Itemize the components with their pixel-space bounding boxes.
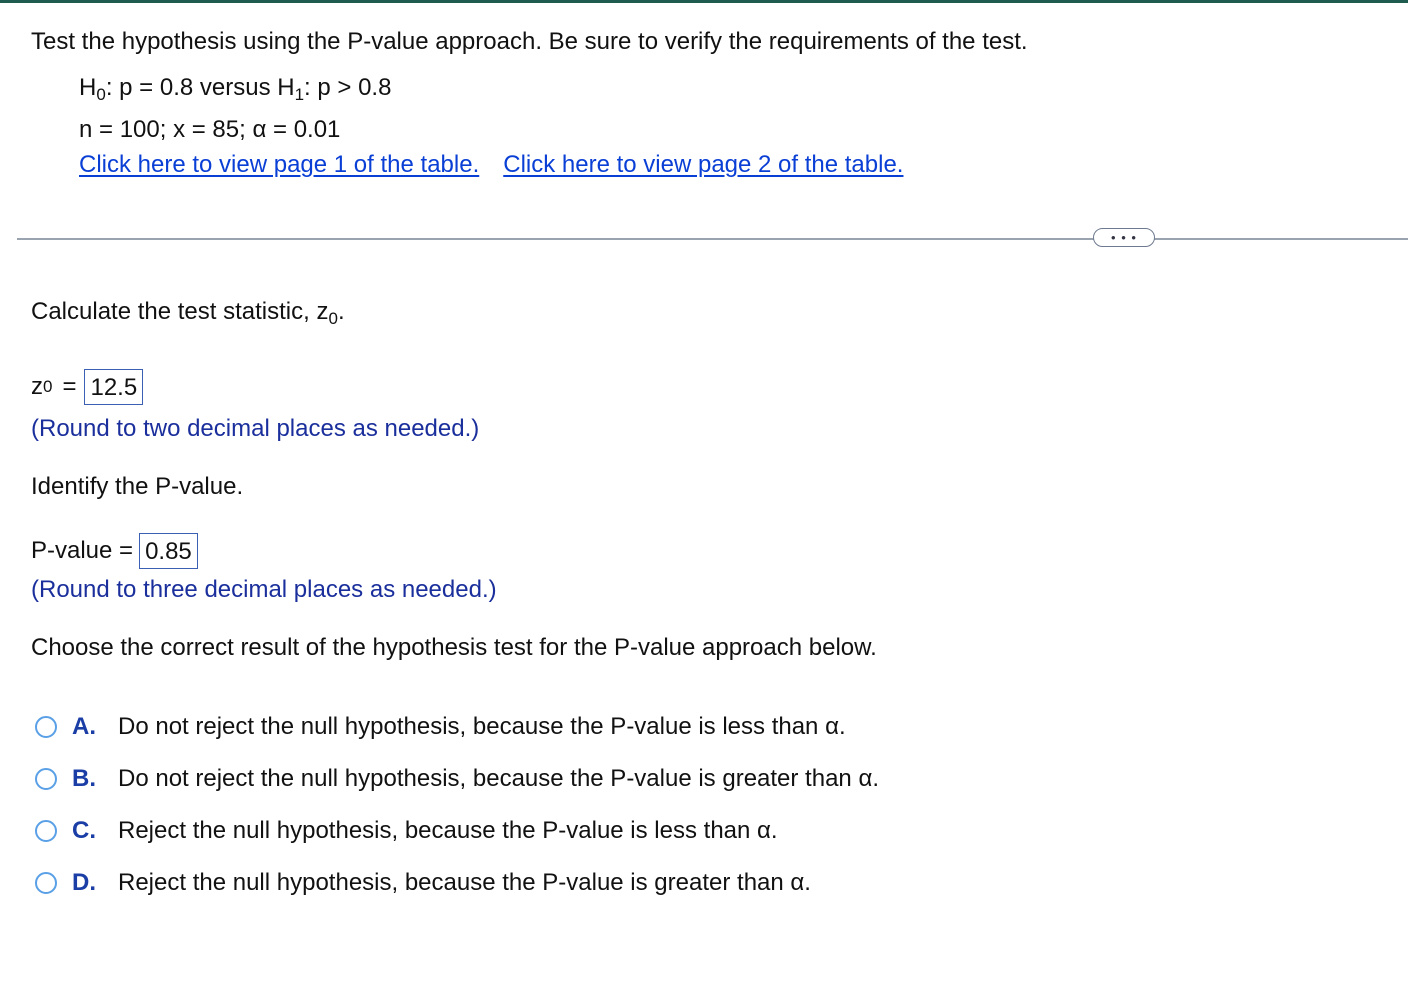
option-a-text: Do not reject the null hypothesis, because the P-value is less than α.	[118, 713, 846, 740]
section-divider	[17, 238, 1408, 240]
more-options-button[interactable]: • • •	[1093, 228, 1155, 247]
option-d-text: Reject the null hypothesis, because the P-value is greater than α.	[118, 869, 811, 896]
option-d-letter: D.	[72, 869, 96, 896]
radio-b-icon[interactable]	[35, 768, 57, 790]
option-b-letter: B.	[72, 765, 96, 792]
question-intro: Test the hypothesis using the P-value approach. Be sure to verify the requirements of the test.	[31, 28, 1028, 55]
h1-subscript: 1	[294, 85, 305, 104]
h0-rest: : p = 0.8 versus	[105, 74, 278, 101]
pvalue-answer-field[interactable]: 0.85	[139, 533, 198, 569]
radio-c-icon[interactable]	[35, 820, 57, 842]
pvalue-prompt: Identify the P-value.	[31, 473, 244, 500]
pvalue-label: P-value =	[31, 537, 134, 564]
option-d[interactable]	[35, 868, 811, 898]
statistic-prompt-end: .	[337, 298, 345, 325]
radio-d-icon[interactable]	[35, 872, 57, 894]
statistic-prompt	[31, 297, 345, 327]
z-label: z	[31, 373, 43, 400]
statistic-hint: (Round to two decimal places as needed.)	[31, 415, 480, 442]
top-border	[0, 0, 1408, 3]
table-page-1-link[interactable]: Click here to view page 1 of the table.	[79, 151, 480, 178]
z-equals: =	[62, 373, 77, 400]
option-a[interactable]	[35, 712, 846, 742]
sample-parameters: n = 100; x = 85; α = 0.01	[79, 116, 341, 143]
option-b-text: Do not reject the null hypothesis, because the P-value is greater than α.	[118, 765, 879, 792]
statistic-prompt-subscript: 0	[328, 309, 338, 328]
h1-rest: : p > 0.8	[304, 74, 392, 101]
h0-subscript: 0	[96, 85, 106, 104]
hypotheses	[79, 73, 391, 103]
h1-prefix: H	[277, 74, 295, 101]
option-c-text: Reject the null hypothesis, because the P-value is less than α.	[118, 817, 778, 844]
option-a-letter: A.	[72, 713, 96, 740]
statistic-prompt-text: Calculate the test statistic, z	[31, 298, 329, 325]
pvalue-hint: (Round to three decimal places as needed.)	[31, 576, 497, 603]
radio-a-icon[interactable]	[35, 716, 57, 738]
statistic-answer-row: z 0 = 12.5	[31, 369, 143, 405]
result-prompt: Choose the correct result of the hypothesis test for the P-value approach below.	[31, 634, 877, 661]
z-answer-field[interactable]: 12.5	[84, 369, 143, 405]
table-links	[79, 150, 927, 180]
h0-prefix: H	[79, 74, 97, 101]
table-page-2-link[interactable]: Click here to view page 2 of the table.	[503, 151, 904, 178]
option-c-letter: C.	[72, 817, 96, 844]
pvalue-answer-row	[31, 533, 198, 569]
option-c[interactable]	[35, 816, 778, 846]
option-b[interactable]	[35, 764, 879, 794]
